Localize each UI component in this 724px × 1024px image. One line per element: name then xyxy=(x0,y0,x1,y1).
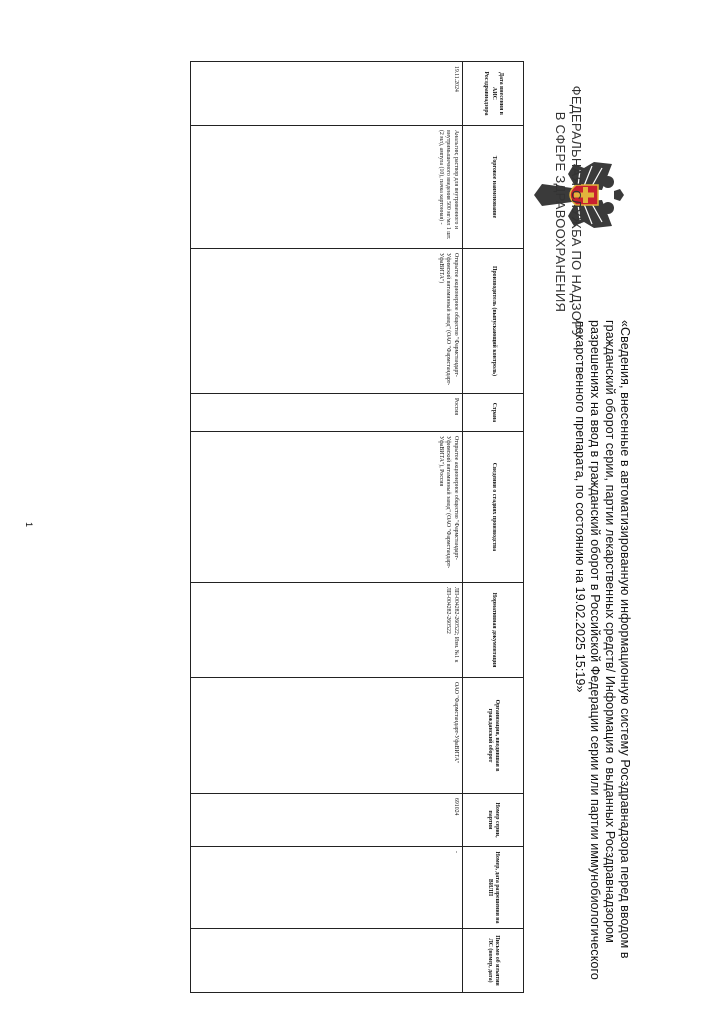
cell-country: Россия xyxy=(191,394,463,432)
cell-normative-docs: ЛП-004282-260522; Изм. №1 к ЛП-004282-260522 xyxy=(191,583,463,678)
column-header-permit-number: Номер, дата разрешения на ВИЛП xyxy=(463,847,524,929)
cell-batch-number: 691024 xyxy=(191,794,463,847)
column-header-country: Страна xyxy=(463,394,524,432)
agency-name-line2: В СФЕРЕ ЗДРАВООХРАНЕНИЯ xyxy=(553,111,568,313)
table-header-row xyxy=(463,62,524,993)
column-header-batch-number: Номер серии, партии xyxy=(463,794,524,847)
cell-date: 19.11.2024 xyxy=(191,62,463,126)
table-row xyxy=(191,62,463,993)
cell-withdrawal-letter xyxy=(191,929,463,993)
column-header-organization: Организация, вводившая в гражданский оборот xyxy=(463,678,524,794)
agency-name xyxy=(552,62,584,362)
column-header-date: Дата внесения в АИС Росздравнадзора xyxy=(463,62,524,126)
column-header-manufacturer: Производитель (выпускающий контроль) xyxy=(463,249,524,394)
cell-organization: ОАО "Фармстандарт-УфаВИТА" xyxy=(191,678,463,794)
registry-table xyxy=(190,61,524,993)
document-title: «Сведения, внесенные в автоматизированную информационную систему Росздравнадзора перед вводом в гражданский оборот серии, партии лекарственных средств/ Информация о выданных Росздравнадзором разрешениях на ввод в гражданский оборот в Российской Федерации серии или партии иммунобиологического лекарственного препарата, по состоянию на 19.02.2025 15:19» xyxy=(573,320,632,980)
cell-production-stages: Открытое акционерное общество "Фармстандарт-Уфимский витаминный завод" (ОАО "Фармстандарт-УфаВИТА"), Россия xyxy=(191,432,463,583)
column-header-trade-name: Торговое наименование xyxy=(463,126,524,249)
column-header-withdrawal-letter: Письмо об изъятии ЛС (номер, дата) xyxy=(463,929,524,993)
cell-trade-name: Анальгин; раствор для внутривенного и внутримышечного введения 500 мг/мл 1 шт. (2 мл), ампула (10), пачка картонная) - xyxy=(191,126,463,249)
agency-name-line1: ФЕДЕРАЛЬНАЯ СЛУЖБА ПО НАДЗОРУ xyxy=(569,85,584,339)
cell-permit-number: - xyxy=(191,847,463,929)
page-number: 1 xyxy=(24,522,34,528)
cell-manufacturer: Открытое акционерное общество "Фармстандарт-Уфимский витаминный завод" (ОАО "Фармстандарт-УфаВИТА") xyxy=(191,249,463,394)
column-header-production-stages: Сведения о стадиях производства xyxy=(463,432,524,583)
column-header-normative-docs: Нормативная документация xyxy=(463,583,524,678)
